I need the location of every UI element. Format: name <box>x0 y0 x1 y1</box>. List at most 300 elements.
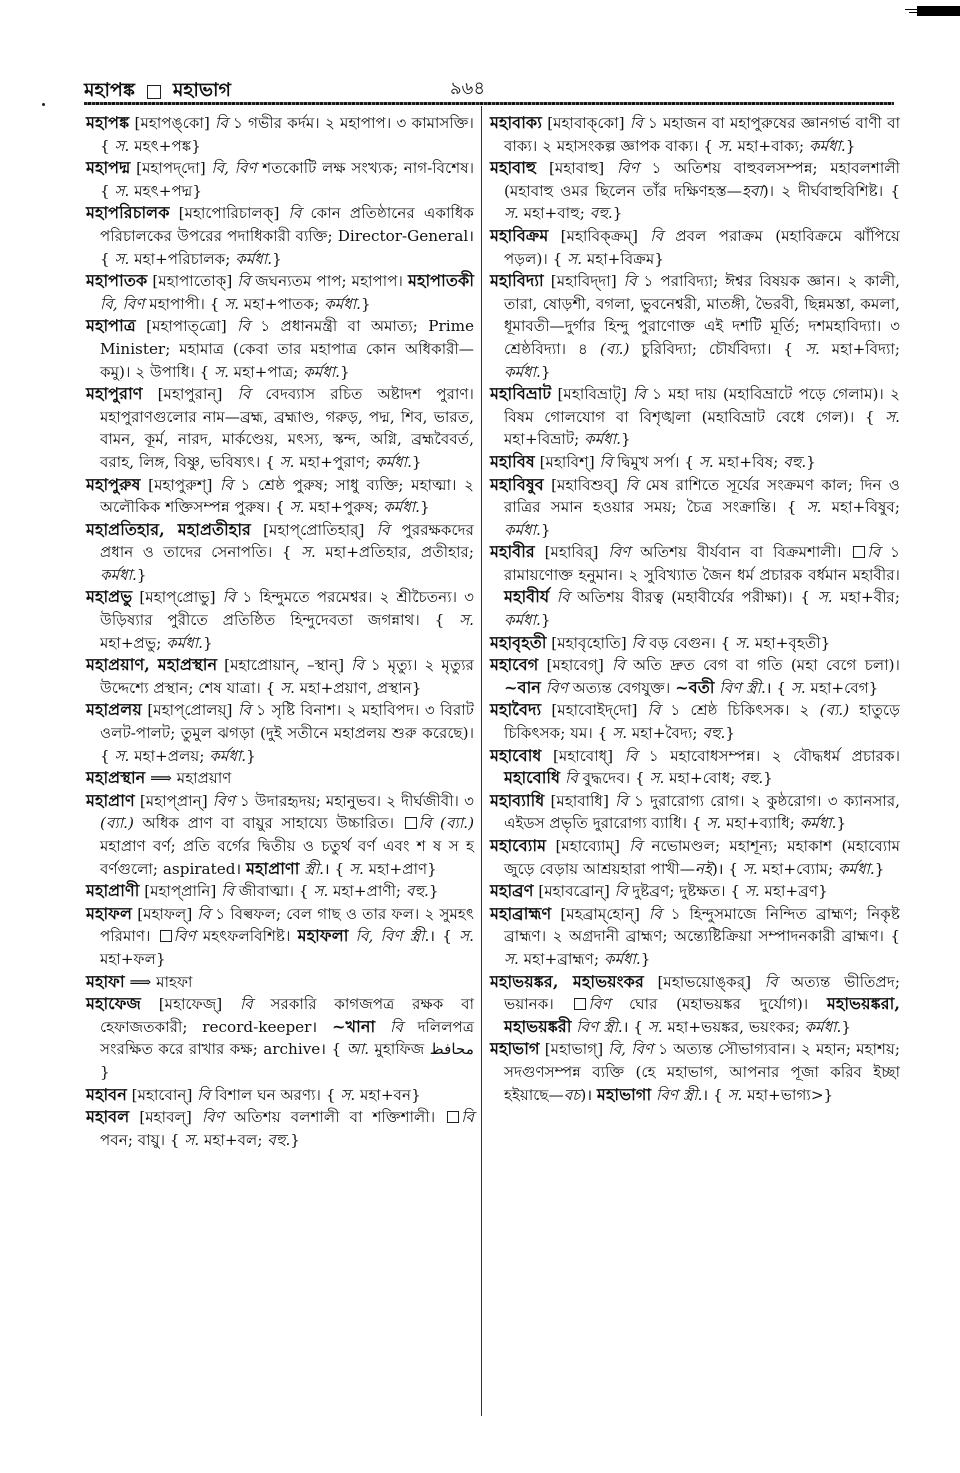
headword: মহাপরিচালক <box>86 203 170 223</box>
definition-text: } <box>806 452 816 471</box>
part-of-speech: স. <box>459 611 474 630</box>
sense-box-icon <box>447 1111 459 1123</box>
part-of-speech: স. <box>735 633 751 652</box>
dictionary-entry <box>86 699 474 767</box>
definition-text: ১ উদারহৃদয়; মহানুভব। ২ দীর্ঘজীবী। ৩ <box>234 791 474 810</box>
definition-text: অতিশয় বীর্যবান বা বিক্রমশালী। <box>630 543 852 562</box>
headword: মহাভাগা <box>596 1084 652 1104</box>
part-of-speech: কর্মধা. <box>808 136 846 155</box>
definition-text: [মহাবব্রোন্] <box>533 882 615 901</box>
header-rule <box>84 102 894 105</box>
headword: মহাপ্রতিহার, মহাপ্রতীহার <box>86 519 251 539</box>
headword: মহাবিক্রম <box>490 225 549 245</box>
part-of-speech: বি <box>237 272 251 291</box>
headword: মহাপ্রাণা <box>246 858 300 878</box>
definition-text <box>375 1018 390 1036</box>
headword: মহাবৈদ্য <box>490 700 542 720</box>
part-of-speech: বহু. <box>702 724 726 743</box>
part-of-speech: বি <box>288 204 302 223</box>
box-separator-icon <box>147 85 161 99</box>
dictionary-entry <box>490 971 900 1039</box>
headword: মহাবিদ্যা <box>490 271 544 291</box>
definition-text: } <box>836 814 847 833</box>
part-of-speech: স. <box>340 1085 356 1104</box>
dictionary-entry <box>86 519 474 587</box>
part-of-speech: স. <box>567 249 583 268</box>
part-of-speech: স. <box>885 407 900 426</box>
dictionary-entry <box>86 880 474 903</box>
definition-text: মহা+প্রাণ} <box>363 859 437 878</box>
definition-text: বেদব্যাস রচিত অষ্টাদশ পুরাণ। মহাপুরাণগুলোর নাম—ব্রহ্ম, ব্রহ্মাণ্ড, গরুড়, পদ্ম, শিব, ভারত, বামন, কূর্ম, নারদ, মার্কণ্ডেয়, মৎস্য, স্কন্দ, অগ্নি, ব্রহ্মবৈবর্ত, বরাহ, লিঙ্গ, বিষ্ণু, ভবিষ্যৎ। { <box>100 385 474 471</box>
definition-text: বড় বেগুন। { <box>644 633 736 652</box>
headword: মহাবোধি <box>504 768 561 788</box>
dictionary-entry <box>490 632 900 655</box>
definition-text: [মহাপ্‌প্রোতিহার্] <box>250 520 377 539</box>
part-of-speech: বিণ স্ত্রী. <box>576 1017 623 1036</box>
definition-text: মহা+ভাগ্য>} <box>742 1085 834 1104</box>
definition-text: মহা+পাতক; <box>239 294 325 313</box>
headword: মহাপ্রয়াণ, মহাপ্রস্থান <box>86 655 218 675</box>
definition-text: বুদ্ধদেব। { <box>577 769 650 788</box>
dictionary-entry <box>490 790 900 835</box>
definition-text: মহা+বিক্রম} <box>582 249 664 268</box>
definition-text: মহা+বল; <box>199 1130 268 1149</box>
part-of-speech: বি <box>615 791 628 810</box>
part-of-speech: বি <box>237 385 251 404</box>
part-of-speech: বি <box>625 475 639 494</box>
definition-text: [মহাপ্‌প্রান্] <box>134 791 213 810</box>
definition-text: [মহাপুরুশ্] <box>140 475 221 494</box>
part-of-speech: বি <box>221 882 234 901</box>
part-of-speech: কর্মধা. <box>504 520 541 539</box>
dictionary-entry <box>86 157 474 202</box>
definition-text: মহাপাপী। { <box>144 294 225 313</box>
definition-text: ১ হিন্দুসমাজে নিন্দিত ব্রাহ্মণ; নিকৃষ্ট ব্রাহ্মণ। ২ অগ্রদানী ব্রাহ্মণ; অন্ত্যেষ্টিক্রিয়া সম্পাদনকারী ব্রাহ্মণ। { <box>504 904 901 946</box>
definition-text: অত্যন্ত ভীতিপ্রদ; ভয়ানক। <box>504 972 900 1014</box>
part-of-speech: কর্মধা. <box>166 633 203 652</box>
part-of-speech: বি <box>764 972 778 991</box>
definition-text: } <box>540 611 551 630</box>
definition-text: )। ২ দীর্ঘবাহুবিশিষ্ট। { <box>762 181 900 200</box>
part-of-speech: বি, বিণ <box>608 1040 654 1059</box>
definition-text: [মহাবাক্‌কো] <box>541 114 630 132</box>
part-of-speech: স. <box>698 452 714 471</box>
headword: মহাভয়ঙ্কর, মহাভয়ংকর <box>490 971 644 991</box>
part-of-speech: কর্মধা. <box>804 1017 842 1036</box>
definition-text: মহা+ফল} <box>100 949 166 968</box>
headword: মহাপাত্র <box>86 316 136 336</box>
part-of-speech: স. <box>727 1085 743 1104</box>
dictionary-entry <box>86 1084 474 1107</box>
headword: মহাফল <box>86 903 133 923</box>
part-of-speech: কর্মধা. <box>100 565 137 584</box>
part-of-speech: স. <box>804 339 820 358</box>
headword: মহাফা <box>86 971 125 991</box>
headword: মহাব্যাধি <box>490 790 545 810</box>
dictionary-entry <box>490 157 900 225</box>
dictionary-entry <box>490 1038 900 1106</box>
part-of-speech: বি <box>624 746 638 765</box>
headword: মহাব্রাহ্মণ <box>490 903 552 923</box>
definition-text: মহা+পরিচালক; <box>129 249 236 268</box>
part-of-speech: বি <box>556 588 570 607</box>
part-of-speech: বি <box>633 385 646 404</box>
definition-text: মহা+বাক্য; <box>732 136 809 155</box>
column-divider <box>481 106 482 1416</box>
part-of-speech: বি <box>629 837 643 855</box>
dictionary-entry <box>86 654 474 699</box>
part-of-speech: বি <box>461 1108 474 1127</box>
part-of-speech: বি <box>389 1017 403 1036</box>
part-of-speech: কর্মধা. <box>235 249 273 268</box>
part-of-speech: বি <box>237 317 250 336</box>
definition-text: মহা+বৈদ্য; <box>627 724 703 743</box>
definition-text: [মহাপোরিচালক্] <box>169 204 289 223</box>
part-of-speech: স. <box>313 882 329 901</box>
definition-text: মহা+ব্রাহ্মণ; <box>518 949 604 968</box>
sense-box-icon <box>574 998 586 1010</box>
definition-text: ১ রামায়ণোক্ত হনুমান। ২ সুবিখ্যাত জৈন ধর্ম প্রচারক বর্ধমান মহাবীর। <box>504 543 900 584</box>
definition-text: [মহাপ্‌প্রোভু] <box>132 588 223 607</box>
definition-text: ১ মৃত্যু। ২ মৃত্যুর উদ্দেশ্যে প্রস্থান; শেষ যাত্রা। { <box>100 656 474 697</box>
definition-text: [মহাভয়োঙ্‌কর্] <box>643 972 765 991</box>
part-of-speech: বি, বিণ <box>211 159 257 178</box>
dictionary-entry <box>86 993 474 1083</box>
part-of-speech: কর্মধা. <box>324 294 361 313</box>
part-of-speech: বিণ স্ত্রী. <box>655 1085 703 1104</box>
definition-text: মহা+প্রতিহার, প্রতীহার; <box>315 543 474 562</box>
right-column <box>490 112 900 1106</box>
part-of-speech: কর্মধা. <box>375 452 412 471</box>
part-of-speech: বিণ <box>545 678 568 697</box>
definition-text: } <box>841 1017 852 1036</box>
part-of-speech: স. <box>279 452 295 471</box>
definition-text: ১ মহাবোধসম্পন্ন। ২ বৌদ্ধধর্ম প্রচারক। <box>637 746 900 765</box>
definition-text: মহৎফলবিশিষ্ট। <box>195 927 298 946</box>
dictionary-entry <box>490 835 900 880</box>
definition-text: ১ অতিশয় বাহুবলসম্পন্ন; মহাবলশালী (মহাবাহু ওমর ছিলেন তাঁর দক্ষিণহস্ত— <box>504 159 900 200</box>
headword: মহাপাতকী <box>408 271 474 291</box>
part-of-speech: বি <box>222 588 236 607</box>
definition-text: চুরিবিদ্যা; চৌর্যবিদ্যা। { <box>629 339 805 358</box>
part-of-speech: বি <box>650 226 664 245</box>
part-of-speech: বিণ <box>201 1108 224 1127</box>
dictionary-entry <box>86 270 474 315</box>
dictionary-entry <box>86 586 474 654</box>
dictionary-entry <box>86 383 474 473</box>
definition-text: মহাপ্রাণ বর্ণ; প্রতি বর্গের দ্বিতীয় ও চতুর্থ বর্ণ এবং শ ষ স হ বর্ণগুলো; aspirated। <box>100 837 474 878</box>
headword: মহাবেগ <box>490 655 539 675</box>
part-of-speech: স. <box>744 882 760 901</box>
definition-text: } <box>419 498 430 517</box>
part-of-speech: বিণ <box>588 995 611 1014</box>
part-of-speech: স. <box>214 362 229 381</box>
definition-text: ১ বিল্বফল; বেল গাছ ও তার ফল। ২ সুমহৎ পরিমাণ। <box>100 904 475 946</box>
definition-text: মহা+বন} <box>355 1085 421 1104</box>
headword: মহাব্যোম <box>490 836 547 855</box>
headword: মহাব্রণ <box>490 881 534 901</box>
part-of-speech: বি <box>623 272 637 291</box>
definition-text: [মহাবোইদ্‌দো] <box>541 701 648 720</box>
guide-word-start: মহাপঙ্ক <box>84 79 135 101</box>
definition-text: বিশাল ঘন অরণ্য। { <box>210 1085 341 1104</box>
part-of-speech: স. <box>184 1130 200 1149</box>
definition-text: } <box>339 362 350 381</box>
definition-text: [মহাবৃহোতি] <box>546 633 632 652</box>
definition-text: } <box>540 362 551 381</box>
definition-text: [মহাপদ্‌দো] <box>130 159 212 178</box>
definition-text: মহা+বেগ} <box>805 678 879 697</box>
definition-text: সরকারি কাগজপত্র রক্ষক বা হেফাজতকারী; record-keeper। <box>100 995 474 1036</box>
definition-text: ⟹ মহাপ্রয়াণ <box>145 769 232 788</box>
part-of-speech: বি <box>599 452 613 471</box>
headword: ~বতী <box>675 677 715 697</box>
headword: মহাবিভ্রাট <box>490 384 552 404</box>
part-of-speech: বহু. <box>405 882 429 901</box>
dictionary-entry <box>490 270 900 383</box>
part-of-speech: কর্মধা. <box>303 362 340 381</box>
part-of-speech: স. <box>504 204 519 223</box>
part-of-speech: স্ত্রী. <box>304 859 324 878</box>
definition-text: ১ অত্যন্ত সৌভাগ্যবান। ২ মহান; মহাশয়; সদগুণসম্পন্ন ব্যক্তি (হে মহাভাগ, আপনার পূজা করিব ইচ্ছা হইয়াছে— <box>504 1040 901 1104</box>
part-of-speech: (ব্য.) <box>819 701 850 720</box>
headword: মহাফেজ <box>86 994 142 1014</box>
part-of-speech: কর্মধা. <box>209 746 247 765</box>
definition-text: । { <box>622 1017 648 1036</box>
definition-text: মহা+বিদ্যা; <box>819 339 901 358</box>
definition-text: [মহাব্যোম্] <box>546 837 630 855</box>
headword: মহাপ্রস্থান <box>86 768 146 788</box>
definition-text: অতিশয় বীরত্ব (মহাবীর্যের পরীক্ষা)। { <box>569 588 818 607</box>
citation: নই <box>694 859 712 878</box>
definition-text: ১ শ্রেষ্ঠ চিকিৎসক। ২ <box>660 701 820 720</box>
headword: মহাপুরুষ <box>86 474 141 494</box>
dictionary-entry <box>490 225 900 270</box>
part-of-speech: কর্মধা. <box>504 362 541 381</box>
definition-text: )। { <box>711 859 743 878</box>
dictionary-entry <box>86 767 474 790</box>
definition-text: } <box>428 882 439 901</box>
definition-text: মহা+বিষ; <box>713 452 784 471</box>
definition-text: শতকোটি লক্ষ সংখ্যক; নাগ-বিশেষ। { <box>100 159 474 200</box>
headword: ~খানা <box>331 1016 376 1036</box>
dictionary-entry <box>490 699 900 744</box>
definition-text: প্রবল পরাক্রম (মহাবিক্রমে ঝাঁপিয়ে পড়ল)। { <box>504 226 900 268</box>
definition-text: [মহাবাধি] <box>544 791 616 810</box>
part-of-speech: স. <box>280 678 295 697</box>
definition-text: ১ মহা দায় (মহাবিভ্রাটে পড়ে গেলাম)। ২ বিষম গোলযোগ বা বিশৃঙ্খলা (মহাবিভ্রাট বেধে গেল)। { <box>504 385 900 426</box>
part-of-speech: বি <box>867 543 881 562</box>
definition-text: ১ সৃষ্টি বিনাশ। ২ মহাবিপদ। ৩ বিরাট ওলট-পালট; তুমুল ঝগড়া (দুই সতীনে মহাপ্রলয় শুরু করেছে)। { <box>100 701 475 765</box>
dictionary-entry <box>490 880 900 903</box>
definition-text: } <box>272 249 282 268</box>
headword: মহাবোধ <box>490 745 542 765</box>
part-of-speech: স. <box>742 859 758 878</box>
page-header <box>84 76 904 102</box>
definition-text: দুষ্টব্রণ; দুষ্টক্ষত। { <box>627 882 745 901</box>
dictionary-entry <box>490 383 900 451</box>
citation: বচ <box>563 1085 581 1104</box>
dictionary-entry <box>86 474 474 519</box>
part-of-speech: বি <box>215 114 228 132</box>
definition-text <box>549 588 557 606</box>
definition-text: } <box>540 520 551 539</box>
definition-text: [মহাফল্] <box>132 904 198 923</box>
dictionary-entry <box>86 971 474 994</box>
part-of-speech: স. <box>114 181 130 200</box>
definition-text: । { <box>429 927 460 946</box>
headword: মহাফলা <box>297 926 349 946</box>
definition-text: অতি দ্রুত বেগ বা গতি (মহা বেগে চলা)। <box>624 656 900 675</box>
definition-text: } <box>290 1130 300 1149</box>
part-of-speech: স. <box>647 1017 663 1036</box>
part-of-speech: বি <box>197 1085 211 1104</box>
part-of-speech: বিণ স্ত্রী. <box>719 678 766 697</box>
citation: হবা <box>741 181 763 200</box>
headword: মহাবৃহতী <box>490 632 547 652</box>
part-of-speech: স. <box>717 136 733 155</box>
definition-text: মেষ রাশিতে সূর্যের সংক্রমণ কাল; দিন ও রাত্রির সমান হওয়ার সময়; চৈত্র সংক্রান্তি। { <box>504 475 900 517</box>
definition-text: [মহাপ্‌প্রানি] <box>139 882 222 901</box>
definition-text: হাতুড়ে চিকিৎসক; যম। { <box>504 701 900 743</box>
part-of-speech: বি <box>611 656 625 675</box>
definition-text: [মহাবল্] <box>129 1108 202 1127</box>
guide-word-end: মহাভাগ <box>172 79 231 101</box>
part-of-speech: স. <box>114 136 130 155</box>
definition-text: } <box>845 136 856 155</box>
sense-box-icon <box>853 546 865 558</box>
definition-text: অতিশয় বলশালী বা শক্তিশালী। <box>223 1108 446 1127</box>
definition-text: অধিক প্রাণ বা বায়ুর সাহায্যে উচ্চারিত। <box>133 814 403 833</box>
definition-text: [মহাফেজ্] <box>141 995 240 1014</box>
part-of-speech: কর্মধা. <box>584 430 621 449</box>
definition-text: মহা+প্রভু; <box>100 633 167 652</box>
part-of-speech: কর্মধা. <box>837 859 875 878</box>
definition-text: [মহাবেগ্] <box>538 656 612 675</box>
part-of-speech: স. <box>224 294 240 313</box>
definition-text: মুহাফিজ محافظ } <box>100 1040 474 1081</box>
definition-text: পুররক্ষকদের প্রধান ও তাদের সেনাপতি। { <box>100 520 474 562</box>
headword: মহাবিষ <box>490 451 535 471</box>
scan-corner-mark <box>905 6 960 16</box>
part-of-speech: বি <box>564 769 578 788</box>
headword: মহাভয়ঙ্করা, মহাভয়ঙ্করী <box>504 994 900 1036</box>
part-of-speech: বি (ব্যা.) <box>418 814 474 833</box>
dictionary-entry <box>86 202 474 270</box>
headword: মহাবল <box>86 1107 130 1127</box>
part-of-speech: বিণ <box>608 543 631 562</box>
part-of-speech: স. <box>649 769 665 788</box>
definition-text: অত্যন্ত বেগযুক্ত। <box>567 678 676 697</box>
definition-text: [মহাপ্রোয়ান্, –স্থান্] <box>217 656 352 675</box>
definition-text: মহা+বাহু; <box>518 204 590 223</box>
part-of-speech: স. <box>790 678 806 697</box>
definition-text: [মহাবাহু] <box>536 159 617 178</box>
part-of-speech: বি <box>237 701 251 720</box>
margin-speck <box>42 103 45 106</box>
part-of-speech: স. <box>114 746 130 765</box>
sense-box-icon <box>405 817 417 829</box>
definition-text: [মহাপঙ্‌কো] <box>129 114 216 132</box>
part-of-speech: বি <box>197 904 211 923</box>
definition-text: মহা+বীর; <box>832 588 901 607</box>
part-of-speech: স. <box>301 543 316 562</box>
part-of-speech: স. <box>706 814 722 833</box>
headword: মহাবীর <box>490 542 535 562</box>
definition-text: । { <box>323 859 349 878</box>
part-of-speech: কর্মধা. <box>603 949 641 968</box>
headword: মহাপঙ্ক <box>86 113 130 132</box>
dictionary-entry <box>490 903 900 971</box>
definition-text: [মহাবোন্] <box>126 1085 198 1104</box>
definition-text: [মহাপ্‌প্রোলয়্] <box>141 701 238 720</box>
definition-text: মহা+বিভ্রাট; <box>504 430 585 449</box>
definition-text: [মহাবির্] <box>534 543 609 562</box>
definition-text: দ্বিমুখ সর্প। { <box>612 452 699 471</box>
part-of-speech: বি, বিণ <box>100 294 145 313</box>
headword: মহাপ্রাণী <box>86 881 140 901</box>
dictionary-entry <box>86 903 474 971</box>
part-of-speech: (ব্যা.) <box>100 814 134 833</box>
dictionary-entry <box>490 745 900 790</box>
part-of-speech: কর্মধা. <box>383 498 420 517</box>
headword: মহাপ্রলয় <box>86 700 142 720</box>
definition-text: [মহাবিশ্] <box>534 452 600 471</box>
definition-text: ১ শ্রেষ্ঠ পুরুষ; সাধু ব্যক্তি; মহাত্মা। ২ অলৌকিক শক্তিসম্পন্ন পুরুষ। { <box>100 475 474 517</box>
definition-text: মহা+পাত্র; <box>228 362 304 381</box>
part-of-speech: স. <box>504 949 519 968</box>
definition-text: মহৎ+পদ্ম} <box>129 181 203 200</box>
definition-text: [মহাপাত্‌ত্রো] <box>135 317 238 336</box>
part-of-speech: বি <box>647 701 661 720</box>
part-of-speech: স. <box>114 249 130 268</box>
headword: মহাপ্রাণ <box>86 790 135 810</box>
part-of-speech: বি, বিণ স্ত্রী. <box>355 927 430 946</box>
headword: মহাবিষুব <box>490 474 544 494</box>
definition-text: [মহাপুরান্] <box>142 385 238 404</box>
definition-text: ১ প্রধানমন্ত্রী বা অমাত্য; Prime Minister; মহামাত্র (কেবা তার মহাপাত্র কোন অধিকারী—কমু)। ২ উপাধি। { <box>100 317 474 381</box>
definition-text: [মহাবিক্‌ক্রম্] <box>548 226 651 245</box>
dictionary-entry <box>490 654 900 699</box>
definition-text: । { <box>702 1085 728 1104</box>
headword: মহাবাহু <box>490 158 537 178</box>
definition-text: ১ মহাজন বা মহাপুরুষের জ্ঞানগর্ভ বাণী বা বাক্য। ২ মহাসংকল্প জ্ঞাপক বাক্য। { <box>504 114 900 155</box>
part-of-speech: বহু. <box>740 769 764 788</box>
definition-text: মহৎ+পঙ্ক} <box>129 136 201 155</box>
part-of-speech: কর্মধা. <box>799 814 837 833</box>
definition-text: মহা+ভয়ঙ্কর, ভয়ংকর; <box>662 1017 805 1036</box>
part-of-speech: বিণ <box>173 927 196 946</box>
headword: মহাবাক্য <box>490 113 542 132</box>
definition-text: মহা+প্রয়াণ, প্রস্থান} <box>294 678 422 697</box>
definition-text: } <box>612 204 623 223</box>
definition-text: মহা+বৃহতী} <box>750 633 831 652</box>
definition-text: } <box>246 746 256 765</box>
definition-text: জঘন্যতম পাপ; মহাপাপ। <box>250 272 408 291</box>
definition-text: মহা+ব্যাধি; <box>721 814 800 833</box>
part-of-speech: বি <box>239 995 253 1014</box>
headword: মহাপাতক <box>86 271 148 291</box>
part-of-speech: বিণ <box>212 791 235 810</box>
part-of-speech: বি <box>629 114 643 132</box>
part-of-speech: স. <box>806 498 822 517</box>
definition-text: ১ হিন্দুমতে পরমেশ্বর। ২ শ্রীচৈতন্য। ৩ উড়িষ্যার পুরীতে প্রতিষ্ঠিত হিন্দুদেবতা জগন্নাথ। { <box>100 588 474 630</box>
definition-text: ১ গভীর কর্দম। ২ মহাপাপ। ৩ কামাসক্তি। { <box>100 114 474 155</box>
dictionary-entry <box>86 315 474 383</box>
headword: মহাপুরাণ <box>86 384 143 404</box>
part-of-speech: বি <box>614 882 628 901</box>
definition-text: [মহাভাগ্] <box>539 1040 609 1059</box>
